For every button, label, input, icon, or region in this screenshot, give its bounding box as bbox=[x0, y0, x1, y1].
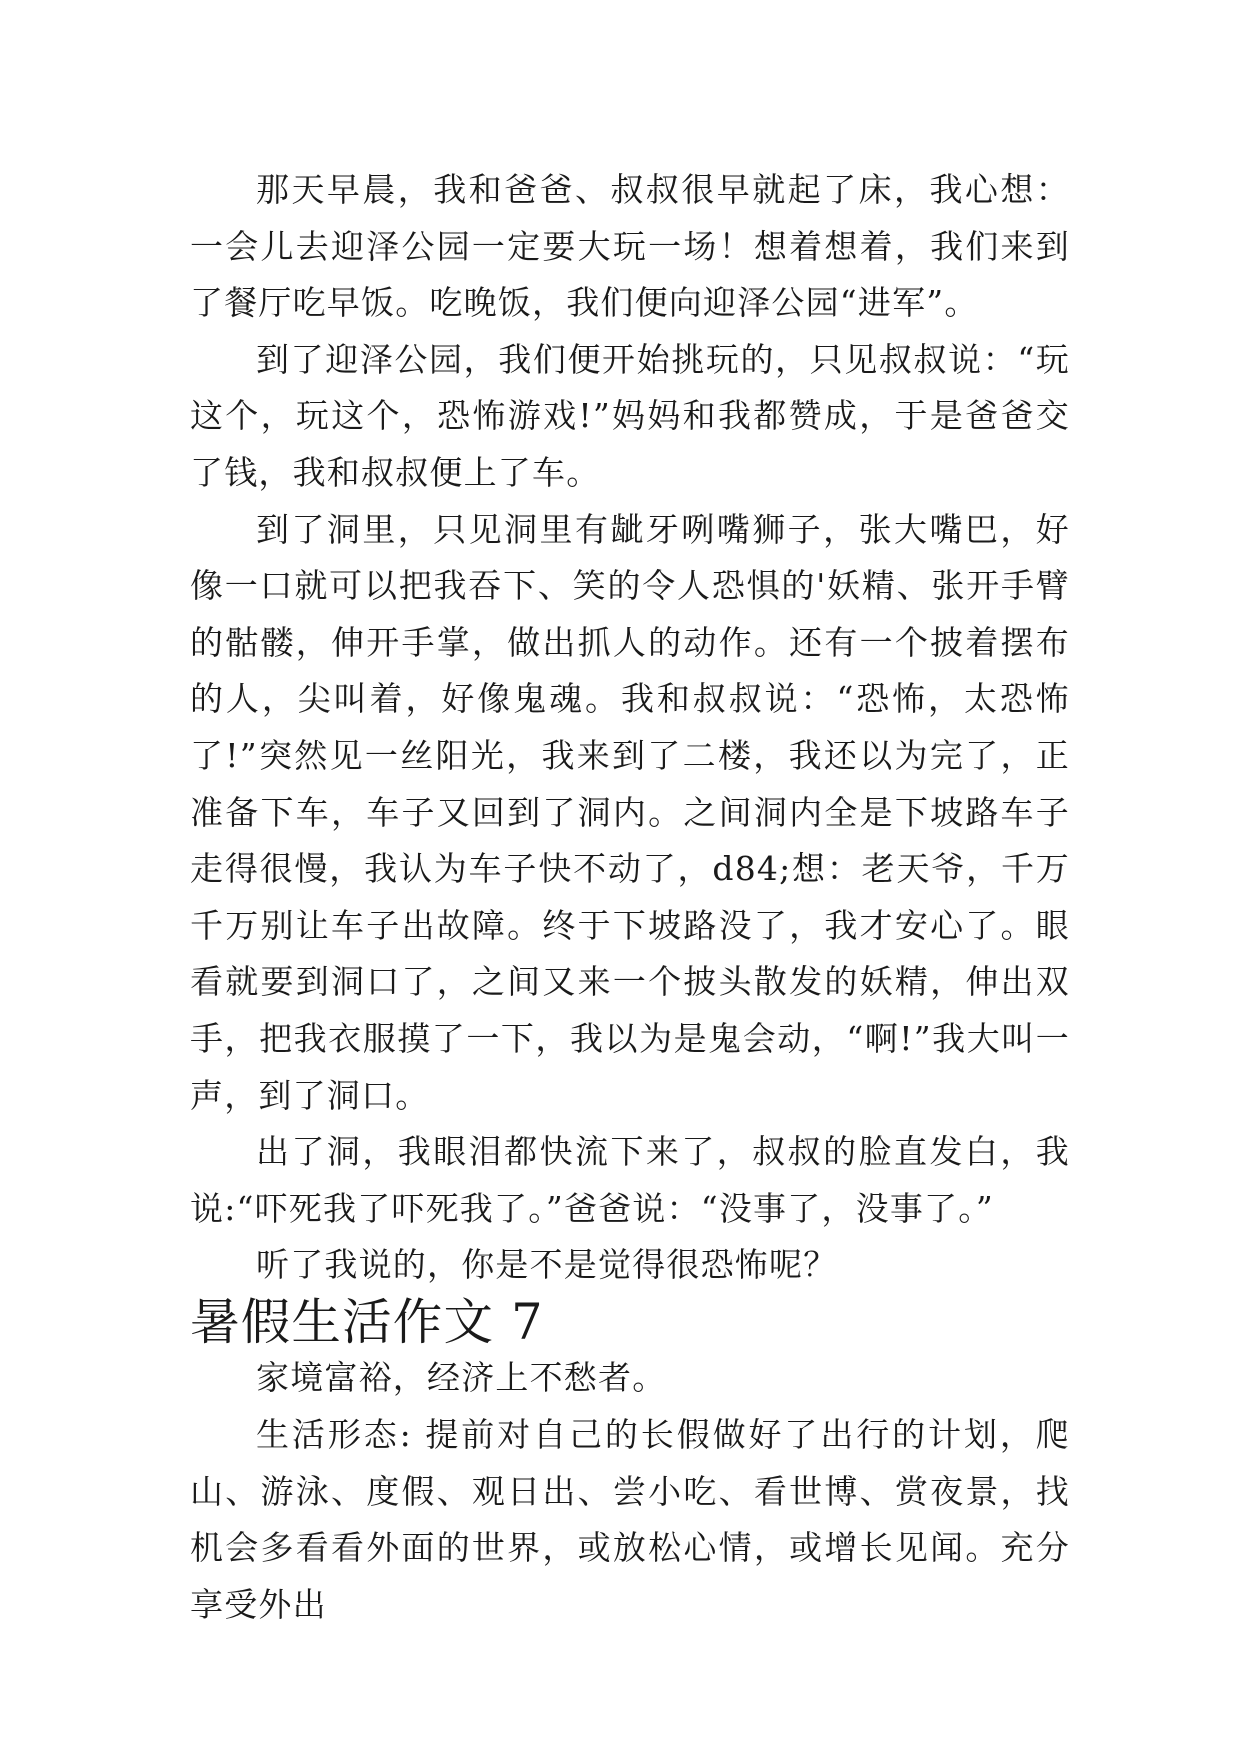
paragraph-closing-question: 听了我说的，你是不是觉得很恐怖呢？ bbox=[256, 1245, 838, 1285]
paragraph-park-arrival: 到了迎泽公园，我们便开始挑玩的，只见叔叔说：“玩这个，玩这个，恐怖游戏!”妈妈和我都赞成，于是爸爸交了钱，我和叔叔便上了车。 bbox=[190, 339, 1070, 492]
paragraph-lifestyle: 生活形态: 提前对自己的长假做好了出行的计划，爬山、游泳、度假、观日出、尝小吃、看世博、赏夜景，找机会多看看外面的世界，或放松心情，或增长见闻。充分享受外出 bbox=[190, 1415, 1070, 1624]
document-body bbox=[190, 162, 1070, 1633]
paragraph-wealthy-family: 家境富裕，经济上不愁者。 bbox=[256, 1358, 667, 1398]
section-heading: 暑假生活作文 7 bbox=[190, 1292, 544, 1351]
paragraph-exit-cave: 出了洞，我眼泪都快流下来了，叔叔的脸直发白，我说:“吓死我了吓死我了。”爸爸说：“没事了，没事了。” bbox=[190, 1132, 1070, 1228]
paragraph-morning: 那天早晨，我和爸爸、叔叔很早就起了床，我心想：一会儿去迎泽公园一定要大玩一场！想着想着，我们来到了餐厅吃早饭。吃晚饭，我们便向迎泽公园“进军”。 bbox=[190, 170, 1070, 323]
paragraph-cave-ride: 到了洞里，只见洞里有龇牙咧嘴狮子，张大嘴巴，好像一口就可以把我吞下、笑的令人恐惧的'妖精、张开手臂的骷髅，伸开手掌，做出抓人的动作。还有一个披着摆布的人，尖叫着，好像鬼魂。我和叔叔说：“恐怖，太恐怖了!”突然见一丝阳光，我来到了二楼，我还以为完了，正准备下车，车子又回到了洞内。之间洞内全是下坡路车子走得很慢，我认为车子快不动了，d84;想：老天爷，千万千万别让车子出故障。终于下坡路没了，我才安心了。眼看就要到洞口了，之间又来一个披头散发的妖精，伸出双手，把我衣服摸了一下，我以为是鬼会动，“啊!”我大叫一声，到了洞口。 bbox=[190, 509, 1070, 1115]
